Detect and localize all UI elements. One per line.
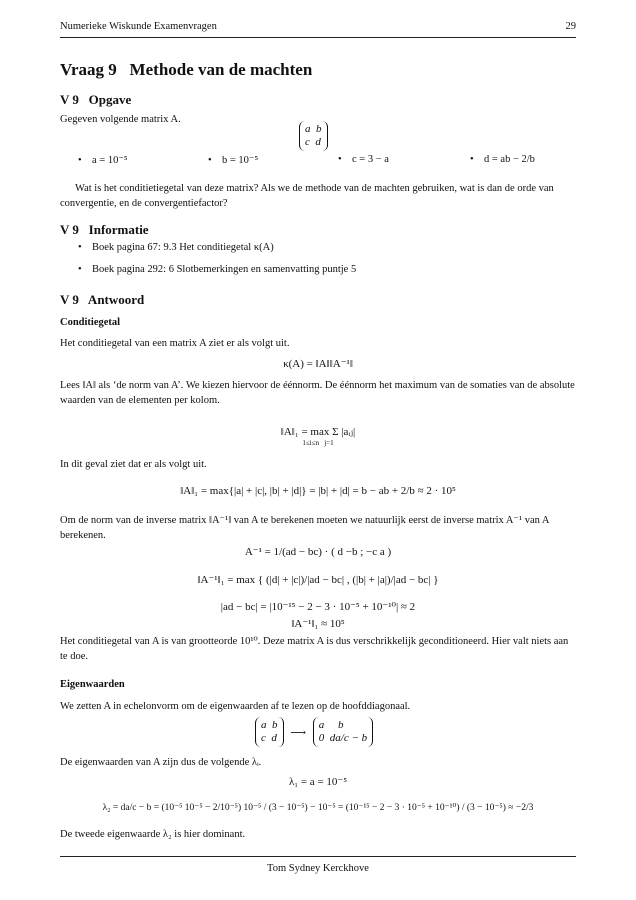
footer-author: Tom Sydney Kerckhove bbox=[267, 863, 369, 874]
bullet-text: c = 3 − a bbox=[352, 154, 389, 165]
arrow-icon: ⟶ bbox=[290, 726, 307, 739]
equation-one-norm-limits: 1≤i≤n j=1 bbox=[302, 439, 334, 447]
subheading-eigenwaarden: Eigenwaarden bbox=[60, 679, 125, 690]
bullet-text: a = 10⁻⁵ bbox=[92, 155, 128, 166]
paragraph: Om de norm van de inverse matrix ‖A⁻¹‖ van A te berekenen moeten we natuurlijk eerst de inverse matrix A⁻¹ van A berekenen. bbox=[60, 515, 549, 541]
paragraph: Het conditiegetal van A is van grootteorde 10¹⁰. Deze matrix A is dus verschrikkelijk geconditioneerd. Hier valt niets aan te doe. bbox=[60, 636, 569, 662]
page-title: Vraag 9 Methode van de machten bbox=[60, 60, 313, 79]
info-item bbox=[78, 242, 274, 253]
equation-determinant: |ad − bc| = |10⁻¹⁵ − 2 − 3 · 10⁻⁵ + 10⁻¹⁰| ≈ 2 bbox=[220, 601, 416, 613]
matrix-row: a b bbox=[261, 719, 278, 731]
paragraph: We zetten A in echelonvorm om de eigenwaarden af te lezen op de hoofddiagonaal. bbox=[60, 701, 411, 712]
matrix-row: 0 da/c − b bbox=[318, 732, 368, 744]
matrix-a bbox=[299, 121, 328, 151]
matrix-row: a b bbox=[318, 719, 344, 731]
page-number: 29 bbox=[565, 21, 576, 32]
matrix-row: a b bbox=[305, 123, 322, 135]
opgave-intro: Gegeven volgende matrix A. bbox=[60, 114, 181, 125]
equation-norm-a: ‖A‖₁ = max{|a| + |c|, |b| + |d|} = |b| + |d| = b − ab + 2/b ≈ 2 · 10⁵ bbox=[180, 485, 456, 497]
matrix-row: c d bbox=[305, 136, 321, 148]
section-heading-antwoord: V 9 Antwoord bbox=[60, 292, 145, 307]
equation-echelon bbox=[255, 717, 373, 747]
footer-rule bbox=[60, 856, 576, 857]
section-heading-opgave: V 9 Opgave bbox=[60, 92, 132, 107]
equation-inverse: A⁻¹ = 1/(ad − bc) · ( d −b ; −c a ) bbox=[244, 546, 392, 558]
bullet-b bbox=[208, 154, 258, 166]
paragraph: De eigenwaarden van A zijn dus de volgende λᵢ. bbox=[60, 757, 262, 768]
running-header-title: Numerieke Wiskunde Examenvragen bbox=[60, 21, 217, 32]
equation-kappa: κ(A) = ‖A‖‖A⁻¹‖ bbox=[283, 358, 353, 370]
paragraph: De tweede eigenwaarde λ₂ is hier dominant. bbox=[60, 829, 246, 840]
header-rule bbox=[60, 37, 576, 38]
paragraph: In dit geval ziet dat er als volgt uit. bbox=[60, 459, 207, 470]
equation-inverse-norm-approx: ‖A⁻¹‖₁ ≈ 10⁵ bbox=[291, 618, 345, 630]
info-item bbox=[78, 264, 356, 275]
matrix-row: c d bbox=[261, 732, 277, 744]
bullet-c bbox=[338, 154, 389, 165]
paragraph: Lees ‖A‖ als ‘de norm van A’. We kiezen hiervoor de éénnorm. De éénnorm het maximum van de somaties van de absolute waarden van de elementen per kolom. bbox=[60, 380, 575, 406]
equation-lambda1: λ₁ = a = 10⁻⁵ bbox=[288, 776, 348, 788]
bullet-a bbox=[78, 154, 128, 166]
bullet-text: d = ab − 2/b bbox=[484, 154, 535, 165]
opgave-question: Wat is het conditietiegetal van deze matrix? Als we de methode van de machten gebruiken, wat is dan de orde van convergentie, en de convergentiefactor? bbox=[60, 183, 554, 209]
equation-one-norm: ‖A‖₁ = max Σ |aᵢⱼ| bbox=[280, 426, 356, 438]
info-item-text: Boek pagina 67: 9.3 Het conditiegetal κ(A) bbox=[92, 242, 274, 253]
info-item-text: Boek pagina 292: 6 Slotbemerkingen en samenvatting puntje 5 bbox=[92, 264, 357, 275]
bullet-d bbox=[470, 154, 535, 165]
equation-lambda2: λ₂ = da/c − b = (10⁻⁵ 10⁻⁵ − 2/10⁻⁵) 10⁻⁵ / (3 − 10⁻⁵) − 10⁻⁵ = (10⁻¹⁵ − 2 − 3 · 10⁻⁵ + 10⁻¹⁰) / (3 − 10⁻⁵) ≈ −2/3 bbox=[102, 803, 534, 813]
section-heading-informatie: V 9 Informatie bbox=[60, 222, 149, 237]
bullet-text: b = 10⁻⁵ bbox=[222, 155, 259, 166]
equation-inverse-norm: ‖A⁻¹‖₁ = max { (|d| + |c|)/|ad − bc| , (|b| + |a|)/|ad − bc| } bbox=[197, 574, 439, 586]
paragraph: Het conditiegetal van een matrix A ziet er als volgt uit. bbox=[60, 338, 290, 349]
subheading-conditiegetal: Conditiegetal bbox=[60, 317, 121, 328]
